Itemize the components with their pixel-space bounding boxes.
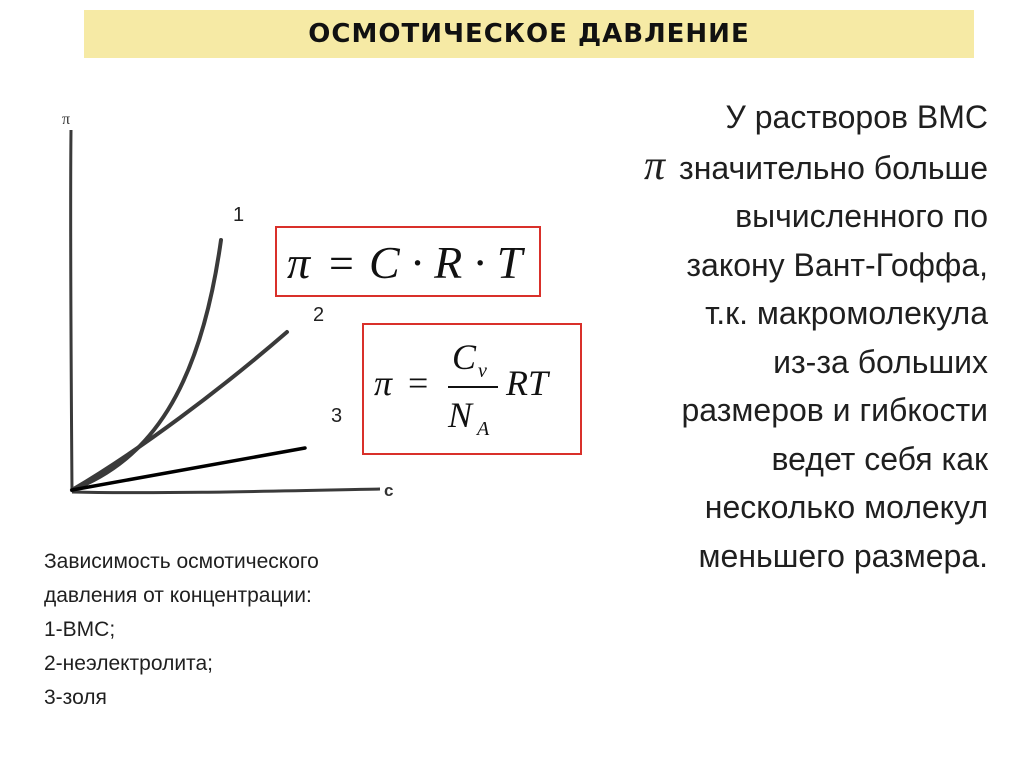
explanation-line: размеров и гибкости	[681, 392, 988, 428]
explanation-line: меньшего размера.	[698, 537, 988, 574]
caption-line: 2-неэлектролита;	[44, 652, 213, 675]
curve-1-hmc	[72, 240, 221, 490]
caption-line: Зависимость осмотического	[44, 550, 319, 573]
vant-hoff-formula	[275, 226, 541, 297]
formula-2-lhs: π	[374, 363, 393, 403]
explanation-line: несколько молекул	[704, 489, 988, 525]
y-axis-label: π	[62, 111, 71, 128]
title-bar	[84, 10, 974, 58]
x-axis-label: c	[384, 481, 394, 500]
explanation-line: У растворов ВМС	[725, 99, 988, 135]
explanation-line-with-pi	[560, 142, 988, 193]
pi-symbol: π	[644, 142, 666, 189]
curve-label-3: 3	[331, 405, 343, 427]
formula-2-numerator: C	[452, 337, 477, 377]
hmc-osmotic-formula	[362, 323, 582, 455]
formula-2-numerator-sub: ν	[478, 360, 487, 382]
slide-title: ОСМОТИЧЕСКОЕ ДАВЛЕНИЕ	[308, 19, 750, 49]
curve-label-2: 2	[313, 304, 325, 326]
formula-1-rhs: C · R · T	[369, 237, 523, 288]
explanation-line: значительно больше	[679, 149, 988, 186]
formula-1-equals: =	[329, 239, 354, 288]
curve-2-nonelectrolyte	[72, 332, 287, 490]
formula-2-equals: =	[408, 363, 429, 403]
formula-2-denominator-sub: A	[477, 418, 490, 440]
formula-2-denominator: N	[448, 395, 473, 435]
explanation-line: из-за больших	[773, 343, 988, 380]
formula-2-tail: RT	[506, 363, 549, 403]
curve-label-1: 1	[233, 204, 245, 226]
formula-1-lhs: π	[287, 237, 311, 288]
osmotic-pressure-graph	[40, 100, 410, 510]
caption-line: 1-ВМС;	[44, 618, 116, 641]
explanation-line: закону Вант-Гоффа,	[686, 246, 988, 283]
explanation-line: вычисленного по	[735, 198, 988, 234]
y-axis	[71, 130, 72, 492]
caption-line: давления от концентрации:	[44, 584, 312, 607]
explanation-text	[560, 93, 988, 580]
graph-caption	[44, 545, 464, 715]
caption-line: 3-золя	[44, 686, 107, 709]
explanation-line: ведет себя как	[771, 440, 988, 477]
x-axis	[72, 489, 380, 493]
explanation-line: т.к. макромолекула	[705, 295, 988, 331]
